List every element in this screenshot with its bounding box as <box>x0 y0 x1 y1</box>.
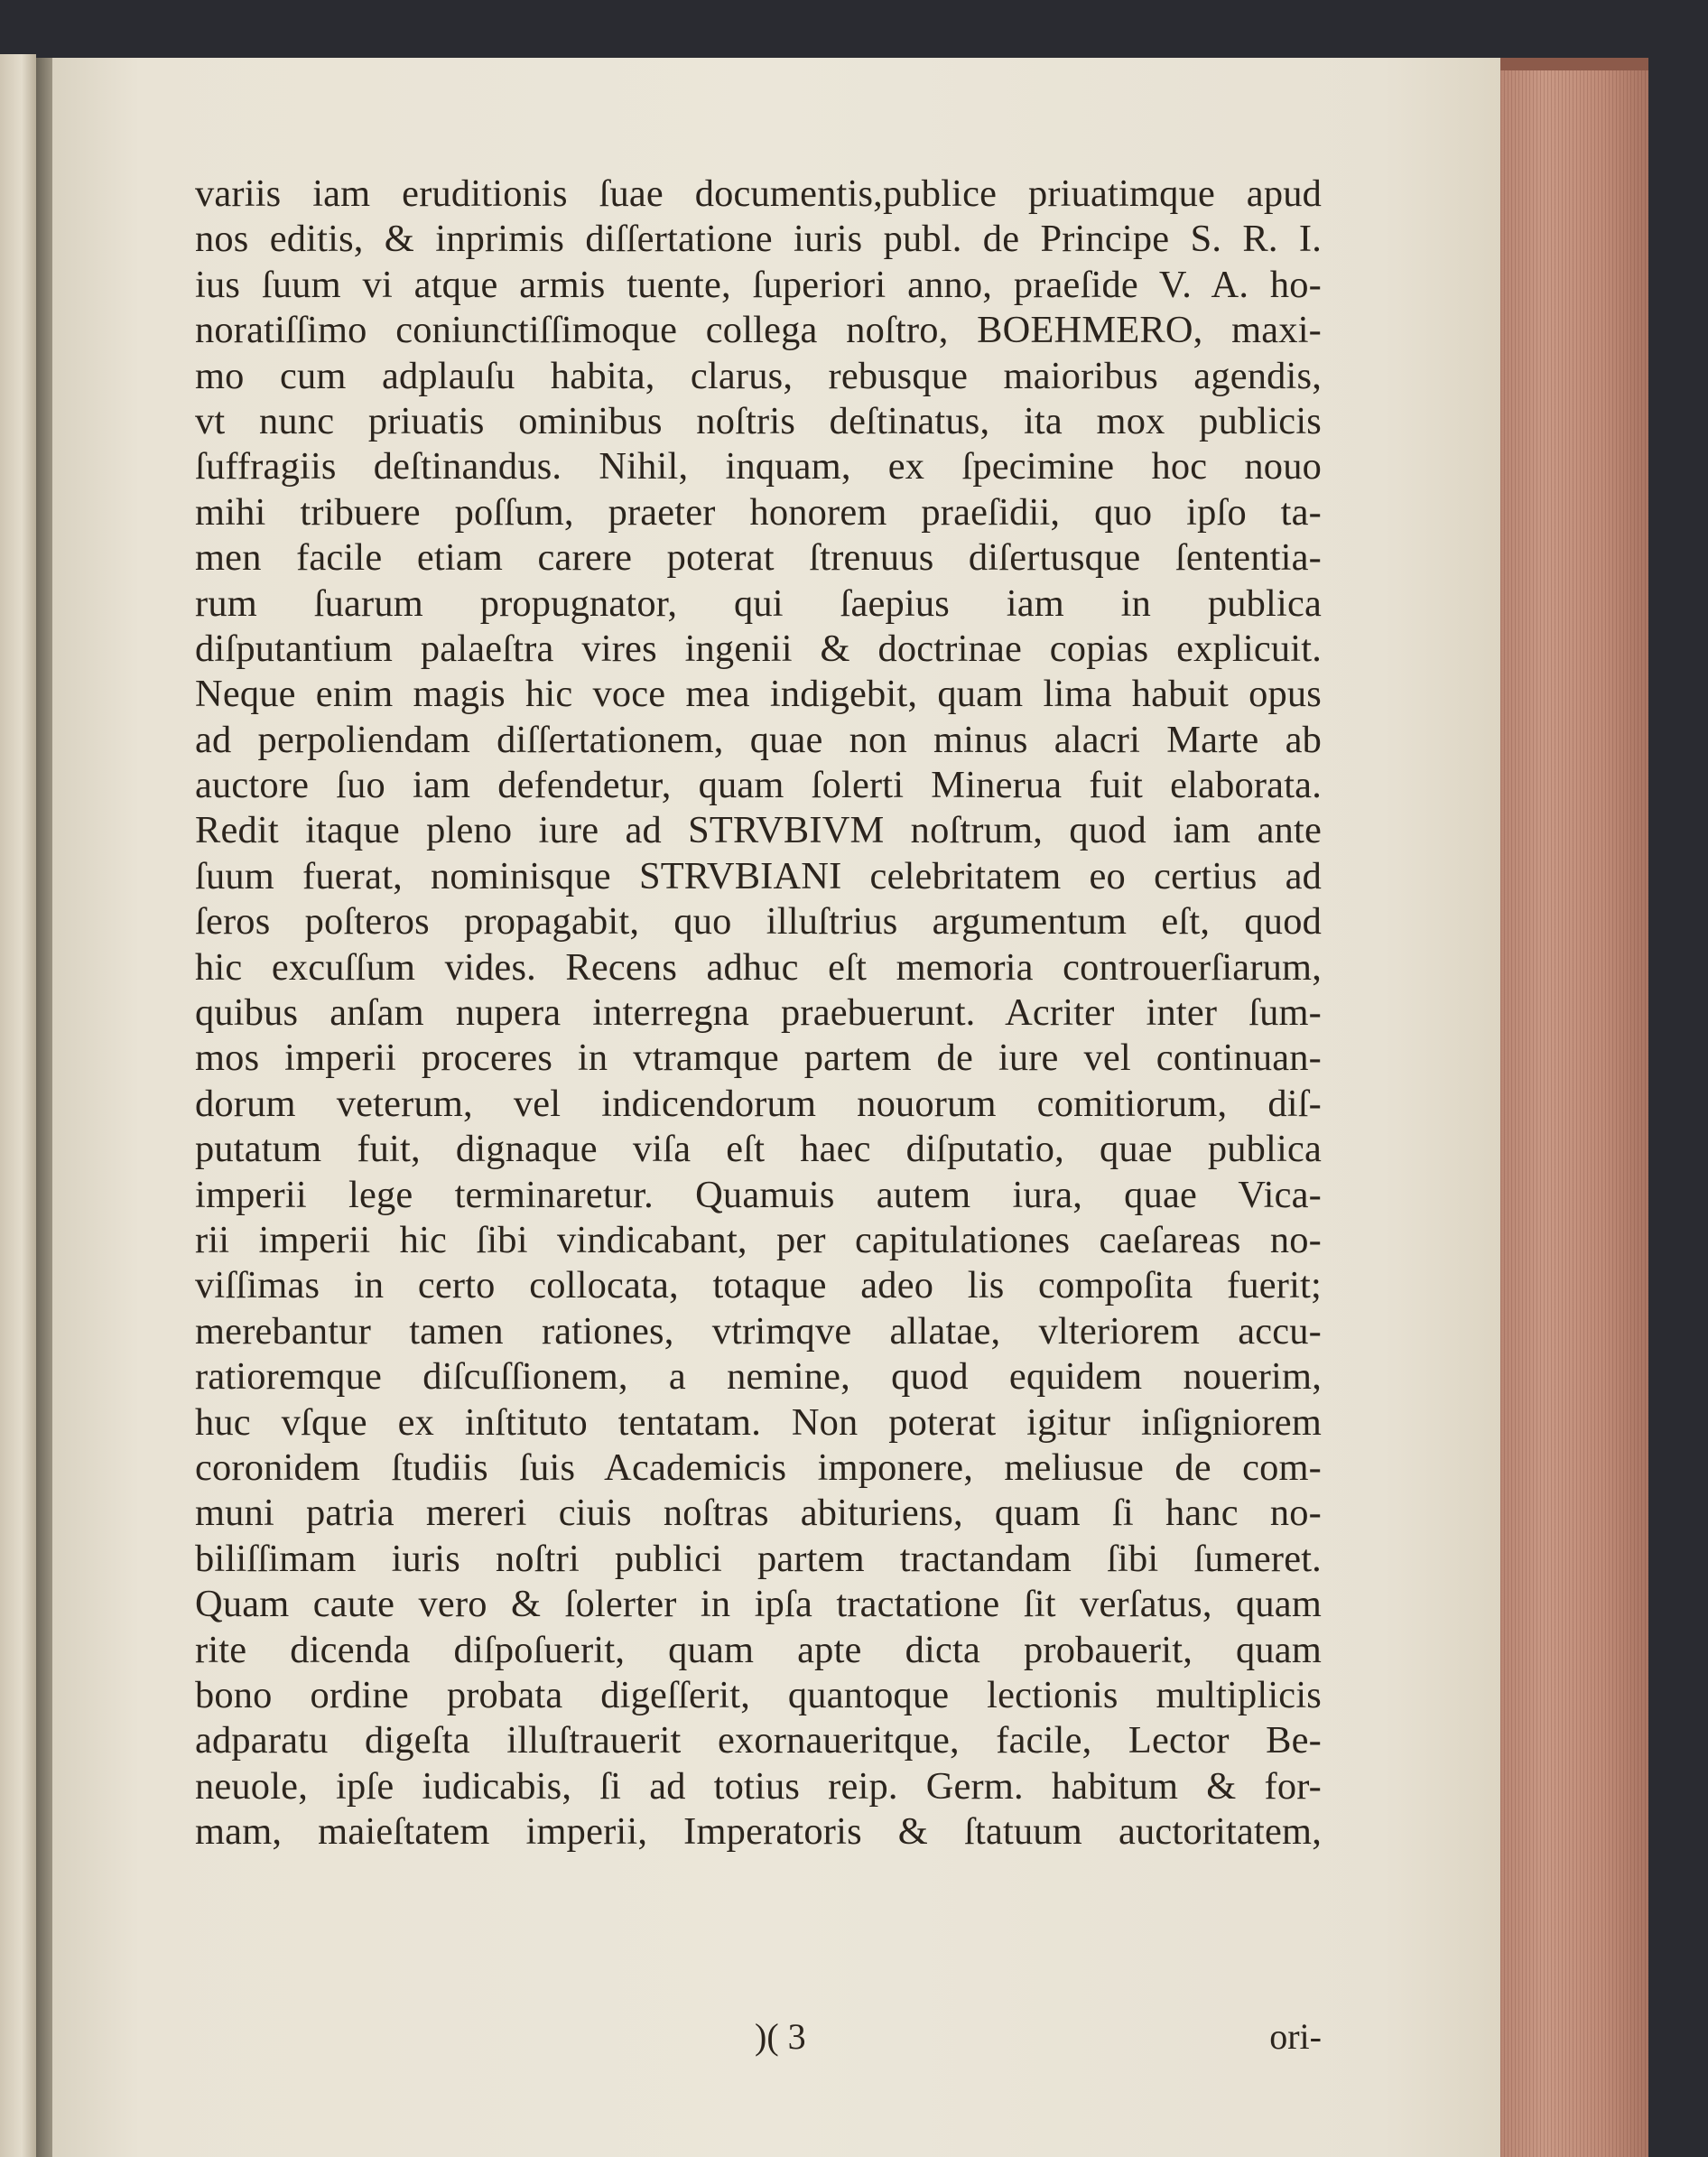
text-line: mam, maieſtatem imperii, Imperatoris & ſtatuum auctoritatem, <box>195 1810 1322 1854</box>
body-text <box>195 172 1322 1855</box>
catchword: ori- <box>1269 2016 1322 2057</box>
text-line: noratiſſimo coniunctiſſimoque collega noſtro, BOEHMERO, maxi- <box>195 309 1322 352</box>
text-line: muni patria mereri ciuis noſtras abituriens, quam ſi hanc no- <box>195 1492 1322 1535</box>
text-line: ad perpoliendam diſſertationem, quae non minus alacri Marte ab <box>195 718 1322 761</box>
text-line: bono ordine probata digeſſerit, quantoque lectionis multiplicis <box>195 1673 1322 1716</box>
text-line: vt nunc priuatis ominibus noſtris deſtinatus, ita mox publicis <box>195 399 1322 442</box>
text-line: mo cum adplauſu habita, clarus, rebusque maioribus agendis, <box>195 354 1322 397</box>
text-line: variis iam eruditionis ſuae documentis,publice priuatimque apud <box>195 172 1322 215</box>
text-line: Quam caute vero & ſolerter in ipſa tractatione ſit verſatus, quam <box>195 1583 1322 1626</box>
text-line: mos imperii proceres in vtramque partem de iure vel continuan- <box>195 1037 1322 1080</box>
fore-edge-top <box>1500 58 1648 70</box>
text-line: hic excuſſum vides. Recens adhuc eſt memoria controuerſiarum, <box>195 945 1322 989</box>
text-line: auctore ſuo iam defendetur, quam ſolerti Minerua fuit elaborata. <box>195 764 1322 807</box>
fore-edge-page-block <box>1500 58 1648 2157</box>
text-line: imperii lege terminaretur. Quamuis autem iura, quae Vica- <box>195 1173 1322 1216</box>
text-line: ſuum fuerat, nominisque STRVBIANI celebritatem eo certius ad <box>195 854 1322 897</box>
text-line: quibus anſam nupera interregna praebuerunt. Acriter inter ſum- <box>195 991 1322 1035</box>
text-line: merebantur tamen rationes, vtrimqve allatae, vlteriorem accu- <box>195 1309 1322 1353</box>
text-line: ſeros poſteros propagabit, quo illuſtrius argumentum eſt, quod <box>195 900 1322 944</box>
facing-page-edge <box>0 54 36 2157</box>
text-line: Redit itaque pleno iure ad STRVBIVM noſtrum, quod iam ante <box>195 809 1322 852</box>
text-line: rum ſuarum propugnator, qui ſaepius iam in publica <box>195 581 1322 625</box>
text-line: coronidem ſtudiis ſuis Academicis imponere, meliusue de com- <box>195 1446 1322 1489</box>
text-line: viſſimas in certo collocata, totaque adeo lis compoſita fuerit; <box>195 1264 1322 1307</box>
page-footer <box>195 2015 1322 2060</box>
text-line: huc vſque ex inſtituto tentatam. Non poterat igitur inſigniorem <box>195 1400 1322 1444</box>
text-line: mihi tribuere poſſum, praeter honorem praeſidii, quo ipſo ta- <box>195 490 1322 534</box>
text-line: diſputantium palaeſtra vires ingenii & doctrinae copias explicuit. <box>195 627 1322 670</box>
text-line: dorum veterum, vel indicendorum nouorum comitiorum, diſ- <box>195 1082 1322 1125</box>
text-line: putatum fuit, dignaque viſa eſt haec diſputatio, quae publica <box>195 1128 1322 1171</box>
text-line: ius ſuum vi atque armis tuente, ſuperiori anno, praeſide V. A. ho- <box>195 263 1322 306</box>
text-line: ratioremque diſcuſſionem, a nemine, quod equidem nouerim, <box>195 1355 1322 1399</box>
text-line: neuole, ipſe iudicabis, ſi ad totius reip. Germ. habitum & for- <box>195 1764 1322 1808</box>
signature-mark: )( 3 <box>755 2016 806 2057</box>
text-line: ſuffragiis deſtinandus. Nihil, inquam, ex ſpecimine hoc nouo <box>195 445 1322 488</box>
text-line: rite dicenda diſpoſuerit, quam apte dicta probauerit, quam <box>195 1628 1322 1671</box>
text-line: rii imperii hic ſibi vindicabant, per capitulationes caeſareas no- <box>195 1218 1322 1261</box>
text-line: nos editis, & inprimis diſſertatione iuris publ. de Principe S. R. I. <box>195 218 1322 261</box>
text-line: adparatu digeſta illuſtrauerit exornaueritque, facile, Lector Be- <box>195 1719 1322 1762</box>
text-line: biliſſimam iuris noſtri publici partem tractandam ſibi ſumeret. <box>195 1537 1322 1580</box>
text-line: men facile etiam carere poterat ſtrenuus diſertusque ſententia- <box>195 536 1322 580</box>
text-line: Neque enim magis hic voce mea indigebit, quam lima habuit opus <box>195 673 1322 716</box>
